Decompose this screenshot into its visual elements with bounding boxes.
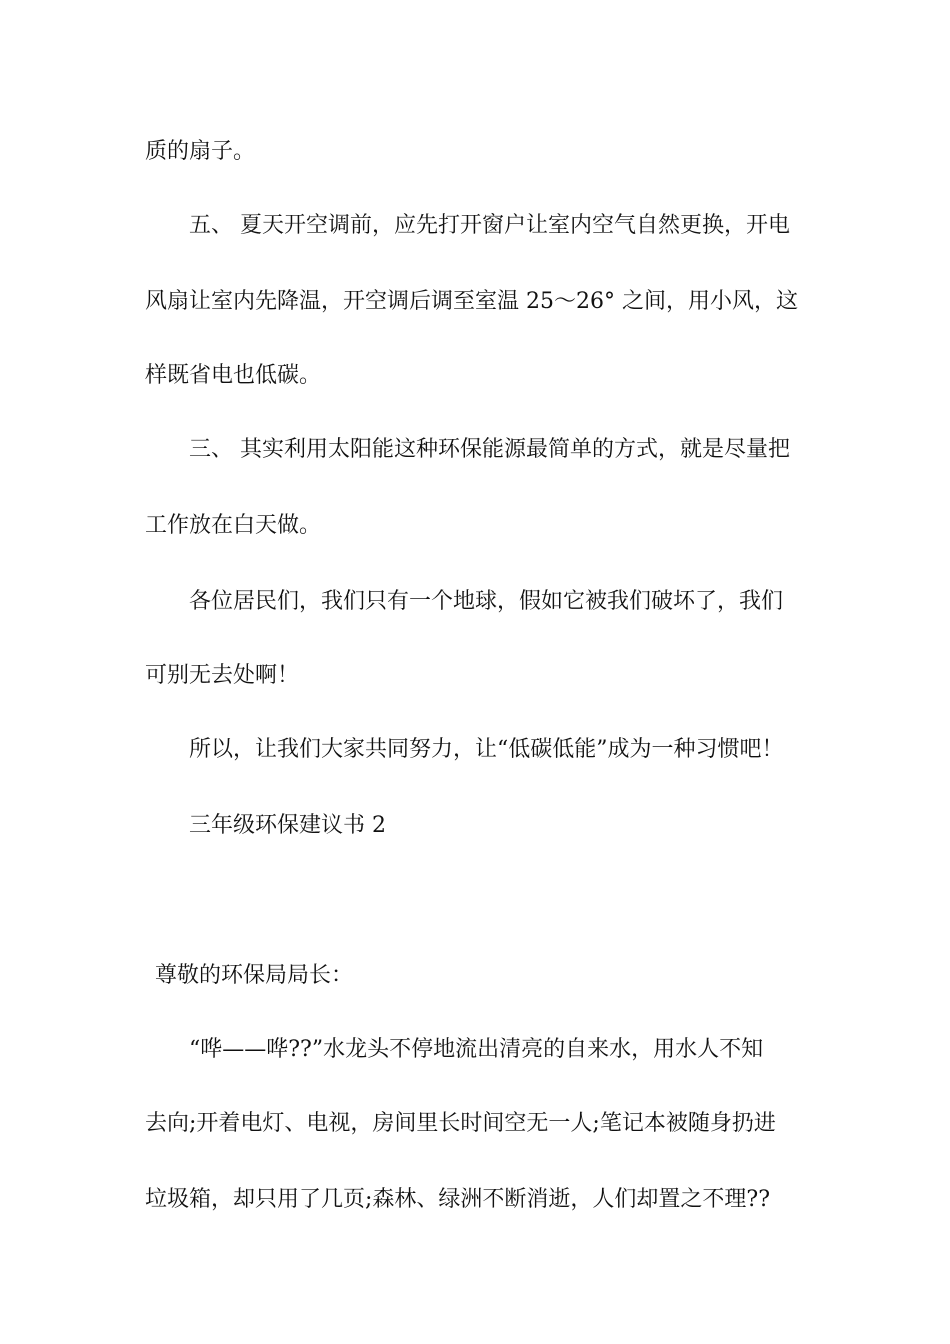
section-title: 三年级环保建议书 2 [189, 813, 386, 838]
salutation: 尊敬的环保局局长： [155, 963, 354, 988]
paragraph-line: 风扇让室内先降温，开空调后调至室温 25～26° 之间，用小风，这 [145, 289, 798, 314]
paragraph-line: 各位居民们，我们只有一个地球，假如它被我们破坏了，我们 [189, 589, 784, 614]
paragraph-line: 所以，让我们大家共同努力，让“低碳低能”成为一种习惯吧！ [189, 737, 784, 762]
paragraph-line: 垃圾箱，却只用了几页;森林、绿洲不断消逝，人们却置之不理?? [145, 1187, 771, 1212]
paragraph-line: 工作放在白天做。 [145, 513, 322, 538]
paragraph-line: 质的扇子。 [145, 139, 256, 164]
paragraph-line: 三、 其实利用太阳能这种环保能源最简单的方式，就是尽量把 [189, 437, 790, 462]
paragraph-line: 五、 夏天开空调前，应先打开窗户让室内空气自然更换，开电 [189, 213, 790, 238]
paragraph-line: “哗——哗??”水龙头不停地流出清亮的自来水，用水人不知 [189, 1037, 764, 1062]
paragraph-line: 样既省电也低碳。 [145, 363, 322, 388]
paragraph-line: 去向;开着电灯、电视，房间里长时间空无一人;笔记本被随身扔进 [145, 1111, 776, 1136]
paragraph-line: 可别无去处啊！ [145, 663, 300, 688]
